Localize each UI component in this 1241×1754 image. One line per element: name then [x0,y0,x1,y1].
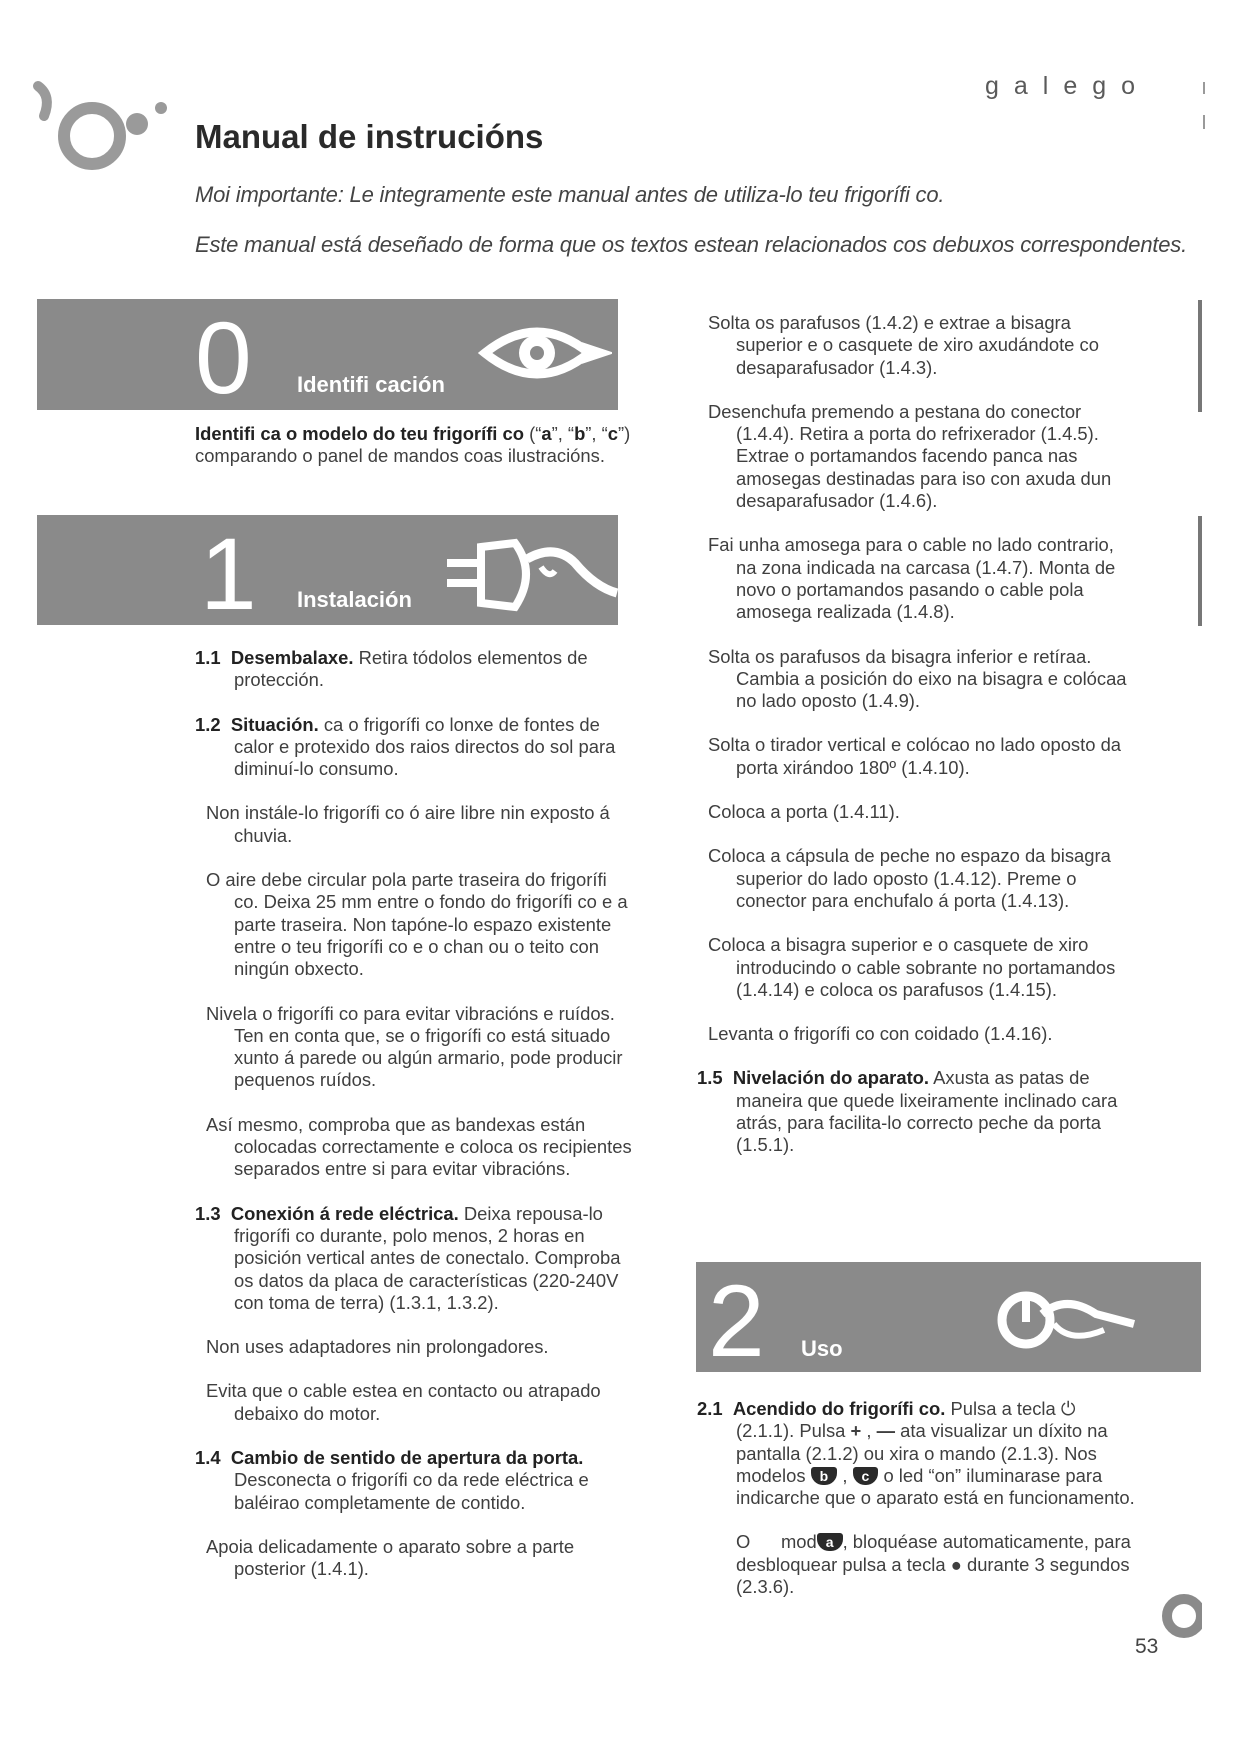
paragraph-1-2-b: Non instále-lo frigorífi co ó aire libre nin exposto á chuvia. [206,802,610,846]
paragraph-1-2: 1.2 Situación. ca o frigorífi co lonxe de fontes de calor e protexido dos raios directos do sol para diminuí-lo consumo. [195,713,616,780]
paragraph-1-5: 1.5 Nivelación do aparato. Axusta as patas de maneira que quede lixeiramente inclinado cara atrás, para facilita-lo correcto peche da porta (1.5.1). [697,1067,1118,1156]
installation-text [195,647,635,1603]
door-step-8: Coloca a bisagra superior e o casquete de xiro introducindo o cable sobrante no portamandos (1.4.14) e coloca os parafusos (1.4.15). [708,934,1116,1000]
eye-icon [477,313,612,393]
model-a-badge: a [817,1533,843,1551]
subtitle-design: Este manual está deseñado de forma que os textos estean relacionados cos debuxos correspondentes. [195,232,1188,257]
margin-bar [1198,300,1202,412]
paragraph-1-4: 1.4 Cambio de sentido de apertura da porta. Desconecta o frigorífi co da rede eléctrica e baléirao completamente de contido. [195,1447,589,1513]
door-step-5: Solta o tirador vertical e colócao no lado oposto da porta xirándoo 180º (1.4.10). [708,734,1122,778]
paragraph-1-4-b: Apoia delicadamente o aparato sobre a parte posterior (1.4.1). [206,1535,575,1580]
corner-ring-icon [1158,1590,1202,1642]
door-step-1: Solta os parafusos (1.4.2) e extrae a bisagra superior e o casquete de xiro axudándote co desaparafusador (1.4.3). [708,312,1099,378]
subtitle-important: Moi importante: Le integramente este manual antes de utiliza-lo teu frigorífi co. [195,182,945,207]
power-symbol-icon: ⏻ [1060,1398,1076,1419]
section-label: Identifi cación [297,372,445,397]
door-step-7: Coloca a cápsula de peche no espazo da bisagra superior do lado oposto (1.4.12). Preme o conector para enchufalo á porta (1.4.13). [708,845,1111,911]
edge-mark [1203,115,1205,129]
section-banner-installation [37,515,618,631]
plug-icon [445,537,620,617]
model-c-badge: c [853,1467,879,1485]
edge-mark [1203,82,1205,94]
paragraph-1-2-d: Nivela o frigorífi co para evitar vibracións e ruídos. Ten en conta que, se o frigorífi co está situado xunto á parede ou algún armario, pode producir pequenos ruídos. [206,1002,623,1091]
paragraph-2-1-b: O mod a , bloquéase automaticamente, para desbloquear pulsa a tecla ● durante 3 segundos (2.3.6). [736,1531,1131,1598]
language-label: galego [985,72,1151,100]
model-b-badge: b [811,1467,838,1485]
minus-icon: — [876,1420,895,1442]
section-banner-identification [37,299,618,415]
door-step-4: Solta os parafusos da bisagra inferior e retíraa. Cambia a posición do eixo na bisagra e colócaa no lado oposto (1.4.9). [708,645,1127,712]
right-column [697,312,1128,1179]
paragraph-1-2-e: Así mesmo, comproba que as bandexas están colocadas correctamente e coloca os recipientes separados entre si para evitar vibracións. [206,1113,632,1180]
door-step-2: Desenchufa premendo a pestana do conector (1.4.4). Retira a porta do refrixerador (1.4.5). Extrae o portamandos facendo panca nas amosegas destinadas para iso con axuda dun desaparafusador (1.4.6). [708,400,1112,512]
door-step-9: Levanta o frigorífi co con coidado (1.4.16). [708,1023,1053,1045]
identify-paragraph: Identifi ca o modelo do teu frigorífi co (“a”, “b”, “c”) comparando o panel de mandos coas ilustracións. [195,423,631,467]
paragraph-1-2-c: O aire debe circular pola parte traseira do frigorífi co. Deixa 25 mm entre o fondo do frigorífi co e a parte traseira. Non tapóne-lo espazo existente entre o teu frigorífi co e o chan ou o teito con ningún obxecto. [206,869,628,980]
plus-icon: + [850,1420,862,1442]
margin-bar [1198,516,1202,626]
section-number: 2 [708,1264,765,1378]
left-column [195,423,635,490]
lock-drop-icon: ● [950,1553,962,1575]
page-number: 53 [1135,1635,1159,1658]
section-banner-use [696,1262,1201,1378]
door-step-3: Fai unha amosega para o cable no lado contrario, na zona indicada na carcasa (1.4.7). Monta de novo o portamandos pasando o cable pola amosega realizada (1.4.8). [708,534,1116,623]
section-label: Instalación [297,587,412,612]
section-number: 1 [200,517,257,631]
section-label: Uso [801,1336,843,1361]
brand-logo-icon [30,78,180,178]
paragraph-1-1: 1.1 Desembalaxe. Retira tódolos elementos de protección. [195,647,588,691]
paragraph-1-3-c: Evita que o cable estea en contacto ou atrapado debaixo do motor. [206,1380,601,1424]
door-step-6: Coloca a porta (1.4.11). [708,801,900,823]
paragraph-1-3: 1.3 Conexión á rede eléctrica. Deixa repousa-lo frigorífi co durante, polo menos, 2 horas en posición vertical antes de conectalo. Comproba os datos da placa de características (220-240V con toma de terra) (1.3.1, 1.3.2). [195,1202,621,1313]
paragraph-2-1: 2.1 Acendido do frigorífi co. Pulsa a tecla ⏻ (2.1.1). Pulsa + , — ata visualizar un díxito na pantalla (2.1.2) ou xira o mando (2.1.3). Nos modelos b , c o led “on” iluminarase para indicarche que o aparato está en funcionamento. [697,1398,1135,1509]
power-button-finger-icon [974,1274,1144,1364]
section-number: 0 [195,301,252,415]
page-title: Manual de instrucións [195,118,544,155]
paragraph-1-3-b: Non uses adaptadores nin prolongadores. [206,1336,549,1358]
use-text [697,1398,1137,1620]
